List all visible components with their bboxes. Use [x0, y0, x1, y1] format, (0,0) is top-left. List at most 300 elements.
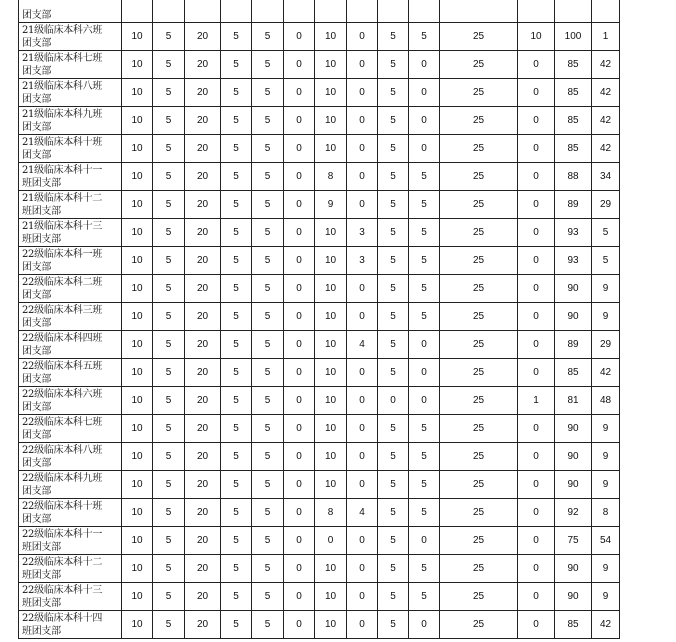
- score-cell: 85: [555, 51, 592, 79]
- score-cell: 5: [409, 443, 440, 471]
- table-row: [19, 219, 620, 247]
- score-cell: 20: [185, 583, 221, 611]
- score-cell: 90: [555, 415, 592, 443]
- table-row: [19, 23, 620, 51]
- score-cell: 5: [252, 387, 284, 415]
- score-cell: 10: [122, 275, 153, 303]
- score-cell: 8: [315, 163, 347, 191]
- score-cell: 0: [347, 443, 378, 471]
- score-cell: 0: [347, 275, 378, 303]
- score-cell: 5: [592, 247, 620, 275]
- score-cell: 5: [252, 303, 284, 331]
- score-cell: 5: [252, 107, 284, 135]
- score-cell: 5: [378, 331, 409, 359]
- score-cell: 0: [284, 555, 315, 583]
- branch-name-cell: 22级临床本科六班 团支部: [19, 387, 122, 415]
- score-cell: 0: [347, 303, 378, 331]
- score-cell: 0: [409, 359, 440, 387]
- score-cell: 1: [592, 23, 620, 51]
- score-cell: 25: [440, 471, 518, 499]
- score-cell: 25: [440, 387, 518, 415]
- score-cell: 5: [378, 219, 409, 247]
- score-cell: 5: [221, 555, 252, 583]
- score-cell: 10: [122, 527, 153, 555]
- branch-name-cell: 21级临床本科十二 班团支部: [19, 191, 122, 219]
- score-cell: 90: [555, 555, 592, 583]
- score-cell: 0: [518, 51, 555, 79]
- score-cell: 42: [592, 79, 620, 107]
- score-cell: 20: [185, 555, 221, 583]
- score-cell: 0: [518, 163, 555, 191]
- score-cell: 10: [315, 443, 347, 471]
- score-cell: 5: [409, 303, 440, 331]
- score-cell: 5: [221, 415, 252, 443]
- score-cell: 25: [440, 303, 518, 331]
- score-cell: 5: [153, 191, 185, 219]
- score-cell: [284, 0, 315, 23]
- score-cell: 5: [378, 23, 409, 51]
- score-cell: 0: [518, 499, 555, 527]
- table-row: [19, 611, 620, 639]
- score-cell: [153, 0, 185, 23]
- branch-name-cell: 22级临床本科七班 团支部: [19, 415, 122, 443]
- score-cell: 0: [409, 135, 440, 163]
- score-cell: 5: [221, 359, 252, 387]
- score-cell: 5: [153, 611, 185, 639]
- score-cell: 42: [592, 359, 620, 387]
- score-cell: 5: [252, 415, 284, 443]
- score-cell: 5: [378, 303, 409, 331]
- branch-score-table: [18, 0, 620, 639]
- score-cell: 5: [153, 219, 185, 247]
- score-cell: 25: [440, 107, 518, 135]
- score-cell: [592, 0, 620, 23]
- score-cell: [518, 0, 555, 23]
- score-cell: 81: [555, 387, 592, 415]
- score-cell: 25: [440, 611, 518, 639]
- score-cell: [221, 0, 252, 23]
- branch-name-cell: 22级临床本科十二 班团支部: [19, 555, 122, 583]
- score-cell: 5: [378, 247, 409, 275]
- score-cell: 42: [592, 51, 620, 79]
- score-cell: 0: [284, 79, 315, 107]
- score-cell: 5: [221, 219, 252, 247]
- score-cell: 5: [252, 611, 284, 639]
- table-row: [19, 387, 620, 415]
- score-cell: 5: [252, 51, 284, 79]
- table-row: [19, 443, 620, 471]
- score-cell: 0: [284, 387, 315, 415]
- score-cell: 5: [153, 23, 185, 51]
- score-cell: 4: [347, 499, 378, 527]
- score-cell: 10: [122, 23, 153, 51]
- score-cell: 0: [409, 79, 440, 107]
- score-cell: 5: [221, 135, 252, 163]
- score-cell: 54: [592, 527, 620, 555]
- score-cell: 25: [440, 191, 518, 219]
- score-cell: 93: [555, 247, 592, 275]
- score-cell: 0: [284, 527, 315, 555]
- branch-name-cell: 21级临床本科八班 团支部: [19, 79, 122, 107]
- score-cell: 8: [315, 499, 347, 527]
- score-cell: 25: [440, 527, 518, 555]
- score-cell: 90: [555, 471, 592, 499]
- score-cell: 5: [252, 583, 284, 611]
- score-cell: 0: [284, 135, 315, 163]
- score-cell: 5: [252, 191, 284, 219]
- score-cell: 0: [284, 331, 315, 359]
- score-cell: 5: [153, 555, 185, 583]
- score-cell: 10: [122, 583, 153, 611]
- score-cell: 25: [440, 79, 518, 107]
- branch-name-cell: 22级临床本科九班 团支部: [19, 471, 122, 499]
- score-cell: 0: [347, 107, 378, 135]
- score-cell: 5: [221, 387, 252, 415]
- score-cell: 85: [555, 135, 592, 163]
- score-cell: 5: [153, 331, 185, 359]
- score-cell: 10: [122, 555, 153, 583]
- score-cell: 0: [518, 79, 555, 107]
- table-row-partial: [19, 0, 620, 23]
- score-cell: 5: [153, 583, 185, 611]
- score-cell: 42: [592, 135, 620, 163]
- score-cell: 20: [185, 247, 221, 275]
- score-cell: 10: [315, 415, 347, 443]
- score-cell: 0: [518, 219, 555, 247]
- score-cell: 5: [153, 247, 185, 275]
- score-cell: 8: [592, 499, 620, 527]
- score-cell: 29: [592, 331, 620, 359]
- score-cell: 5: [378, 611, 409, 639]
- score-cell: 0: [284, 107, 315, 135]
- table-row: [19, 331, 620, 359]
- branch-name-cell: 22级临床本科五班 团支部: [19, 359, 122, 387]
- score-cell: [347, 0, 378, 23]
- score-cell: 0: [347, 79, 378, 107]
- score-cell: 20: [185, 107, 221, 135]
- score-cell: 0: [347, 583, 378, 611]
- table-row: [19, 247, 620, 275]
- score-cell: 5: [221, 23, 252, 51]
- score-cell: 0: [315, 527, 347, 555]
- score-cell: 5: [252, 499, 284, 527]
- score-cell: 10: [122, 79, 153, 107]
- score-cell: 0: [518, 359, 555, 387]
- branch-name-cell: 22级临床本科三班 团支部: [19, 303, 122, 331]
- score-cell: 9: [592, 443, 620, 471]
- table-row: [19, 471, 620, 499]
- score-cell: 90: [555, 303, 592, 331]
- score-cell: 0: [284, 247, 315, 275]
- branch-name-cell: 22级临床本科一班 团支部: [19, 247, 122, 275]
- score-cell: [440, 0, 518, 23]
- score-cell: 5: [221, 331, 252, 359]
- score-cell: 5: [409, 499, 440, 527]
- score-cell: 0: [284, 583, 315, 611]
- score-cell: 5: [378, 471, 409, 499]
- score-cell: 5: [153, 163, 185, 191]
- score-cell: 0: [347, 135, 378, 163]
- score-cell: 20: [185, 135, 221, 163]
- score-cell: 10: [122, 163, 153, 191]
- score-cell: 5: [153, 51, 185, 79]
- score-cell: 85: [555, 107, 592, 135]
- score-cell: 20: [185, 359, 221, 387]
- table-row: [19, 415, 620, 443]
- score-cell: 0: [347, 387, 378, 415]
- score-cell: 92: [555, 499, 592, 527]
- score-cell: 29: [592, 191, 620, 219]
- score-cell: [122, 0, 153, 23]
- score-cell: 0: [518, 247, 555, 275]
- score-cell: 5: [409, 219, 440, 247]
- score-cell: 10: [315, 471, 347, 499]
- score-cell: 5: [252, 471, 284, 499]
- score-cell: 0: [518, 275, 555, 303]
- score-cell: 4: [347, 331, 378, 359]
- score-cell: 0: [284, 415, 315, 443]
- score-cell: 10: [122, 219, 153, 247]
- score-cell: 0: [409, 107, 440, 135]
- score-cell: 20: [185, 23, 221, 51]
- score-cell: [252, 0, 284, 23]
- score-cell: 5: [378, 135, 409, 163]
- table-row: [19, 303, 620, 331]
- score-cell: 5: [153, 387, 185, 415]
- score-cell: 48: [592, 387, 620, 415]
- score-cell: 5: [153, 79, 185, 107]
- score-cell: [185, 0, 221, 23]
- score-cell: 0: [518, 527, 555, 555]
- table-row: [19, 555, 620, 583]
- score-cell: 10: [315, 555, 347, 583]
- score-cell: 85: [555, 79, 592, 107]
- table-row: [19, 359, 620, 387]
- score-cell: 10: [315, 331, 347, 359]
- score-cell: [409, 0, 440, 23]
- score-cell: 10: [518, 23, 555, 51]
- score-cell: 5: [252, 79, 284, 107]
- score-cell: 10: [315, 611, 347, 639]
- score-cell: 9: [592, 583, 620, 611]
- score-cell: 5: [252, 331, 284, 359]
- score-cell: 0: [284, 471, 315, 499]
- branch-name-cell: 22级临床本科十三 班团支部: [19, 583, 122, 611]
- table-row: [19, 191, 620, 219]
- score-cell: 5: [409, 471, 440, 499]
- score-cell: 5: [153, 359, 185, 387]
- branch-name-cell: 22级临床本科四班 团支部: [19, 331, 122, 359]
- score-cell: 0: [518, 303, 555, 331]
- branch-name-cell: 21级临床本科七班 团支部: [19, 51, 122, 79]
- score-cell: 10: [122, 107, 153, 135]
- score-cell: 10: [315, 23, 347, 51]
- table-row: [19, 275, 620, 303]
- score-cell: 5: [221, 443, 252, 471]
- score-cell: 5: [592, 219, 620, 247]
- branch-name-cell: 21级临床本科六班 团支部: [19, 23, 122, 51]
- score-cell: 93: [555, 219, 592, 247]
- table-row: [19, 51, 620, 79]
- score-cell: 10: [122, 387, 153, 415]
- score-cell: 1: [518, 387, 555, 415]
- score-cell: 5: [221, 611, 252, 639]
- branch-name-cell: 21级临床本科十三 班团支部: [19, 219, 122, 247]
- score-cell: 5: [153, 443, 185, 471]
- score-cell: 20: [185, 471, 221, 499]
- score-cell: 20: [185, 611, 221, 639]
- score-cell: 0: [409, 387, 440, 415]
- score-cell: 10: [122, 303, 153, 331]
- score-cell: 0: [284, 219, 315, 247]
- score-cell: 25: [440, 415, 518, 443]
- score-cell: 0: [347, 359, 378, 387]
- score-cell: 0: [284, 275, 315, 303]
- score-cell: 5: [153, 415, 185, 443]
- table-row: [19, 583, 620, 611]
- score-cell: 0: [409, 331, 440, 359]
- table-row: [19, 499, 620, 527]
- score-cell: 90: [555, 443, 592, 471]
- score-cell: 0: [347, 51, 378, 79]
- score-cell: 0: [518, 555, 555, 583]
- score-cell: 5: [221, 527, 252, 555]
- score-cell: 5: [378, 443, 409, 471]
- branch-name-cell: 22级临床本科十班 团支部: [19, 499, 122, 527]
- score-cell: 5: [409, 555, 440, 583]
- score-cell: 5: [378, 51, 409, 79]
- branch-name-cell: 团支部: [19, 0, 122, 23]
- score-cell: 0: [347, 23, 378, 51]
- score-cell: 0: [518, 191, 555, 219]
- table-body: [19, 0, 620, 639]
- score-cell: 0: [347, 191, 378, 219]
- branch-name-cell: 21级临床本科十班 团支部: [19, 135, 122, 163]
- score-cell: 0: [518, 415, 555, 443]
- score-cell: 0: [347, 527, 378, 555]
- score-cell: 5: [378, 499, 409, 527]
- score-cell: 90: [555, 275, 592, 303]
- table-row: [19, 79, 620, 107]
- score-cell: 25: [440, 583, 518, 611]
- score-cell: 9: [592, 555, 620, 583]
- score-cell: 0: [284, 443, 315, 471]
- score-cell: 25: [440, 247, 518, 275]
- score-cell: 0: [347, 611, 378, 639]
- score-cell: 10: [315, 359, 347, 387]
- score-cell: 10: [122, 611, 153, 639]
- score-cell: 5: [221, 79, 252, 107]
- score-cell: 5: [221, 583, 252, 611]
- score-cell: 0: [284, 51, 315, 79]
- score-cell: 5: [153, 135, 185, 163]
- score-cell: 5: [252, 527, 284, 555]
- score-cell: 0: [284, 23, 315, 51]
- score-cell: 0: [347, 471, 378, 499]
- score-cell: 10: [122, 499, 153, 527]
- score-cell: 34: [592, 163, 620, 191]
- score-cell: 88: [555, 163, 592, 191]
- score-cell: 5: [252, 443, 284, 471]
- score-cell: 10: [315, 303, 347, 331]
- score-cell: 42: [592, 107, 620, 135]
- score-cell: 20: [185, 499, 221, 527]
- score-cell: [378, 0, 409, 23]
- table-row: [19, 527, 620, 555]
- score-cell: 9: [592, 415, 620, 443]
- score-cell: 5: [252, 275, 284, 303]
- score-cell: 0: [518, 331, 555, 359]
- score-cell: 5: [378, 79, 409, 107]
- score-cell: 25: [440, 51, 518, 79]
- score-cell: 5: [221, 499, 252, 527]
- score-cell: 5: [153, 499, 185, 527]
- score-cell: 0: [284, 359, 315, 387]
- score-cell: 9: [592, 471, 620, 499]
- score-cell: 5: [409, 23, 440, 51]
- score-cell: 5: [153, 471, 185, 499]
- score-cell: 0: [284, 611, 315, 639]
- score-cell: 10: [315, 219, 347, 247]
- score-cell: 25: [440, 331, 518, 359]
- score-cell: 10: [315, 135, 347, 163]
- score-cell: 5: [252, 219, 284, 247]
- score-cell: 20: [185, 79, 221, 107]
- score-cell: 5: [378, 527, 409, 555]
- score-cell: 0: [518, 471, 555, 499]
- score-cell: 10: [122, 191, 153, 219]
- score-cell: 3: [347, 219, 378, 247]
- score-cell: 20: [185, 443, 221, 471]
- score-cell: 0: [518, 583, 555, 611]
- score-cell: 75: [555, 527, 592, 555]
- score-cell: 10: [315, 79, 347, 107]
- score-cell: 85: [555, 611, 592, 639]
- score-cell: 10: [315, 247, 347, 275]
- branch-name-cell: 22级临床本科十四 班团支部: [19, 611, 122, 639]
- branch-name-cell: 21级临床本科十一 班团支部: [19, 163, 122, 191]
- score-cell: 5: [378, 163, 409, 191]
- score-cell: 5: [378, 191, 409, 219]
- score-cell: 5: [221, 163, 252, 191]
- score-cell: 5: [409, 583, 440, 611]
- score-cell: 5: [252, 163, 284, 191]
- score-cell: 5: [221, 303, 252, 331]
- score-cell: 10: [315, 51, 347, 79]
- score-cell: 5: [409, 415, 440, 443]
- score-cell: 10: [122, 443, 153, 471]
- score-cell: 5: [153, 303, 185, 331]
- score-cell: 10: [122, 331, 153, 359]
- score-cell: 10: [122, 359, 153, 387]
- score-cell: 25: [440, 135, 518, 163]
- score-cell: 0: [284, 191, 315, 219]
- score-cell: 0: [518, 443, 555, 471]
- score-cell: 5: [221, 275, 252, 303]
- score-cell: 5: [378, 275, 409, 303]
- score-cell: 5: [221, 191, 252, 219]
- score-cell: 10: [315, 387, 347, 415]
- score-cell: 20: [185, 219, 221, 247]
- score-cell: 5: [221, 471, 252, 499]
- score-cell: 20: [185, 275, 221, 303]
- score-cell: 5: [378, 555, 409, 583]
- branch-name-cell: 22级临床本科二班 团支部: [19, 275, 122, 303]
- score-cell: 9: [592, 303, 620, 331]
- score-cell: 20: [185, 51, 221, 79]
- score-cell: 0: [284, 303, 315, 331]
- score-cell: 9: [315, 191, 347, 219]
